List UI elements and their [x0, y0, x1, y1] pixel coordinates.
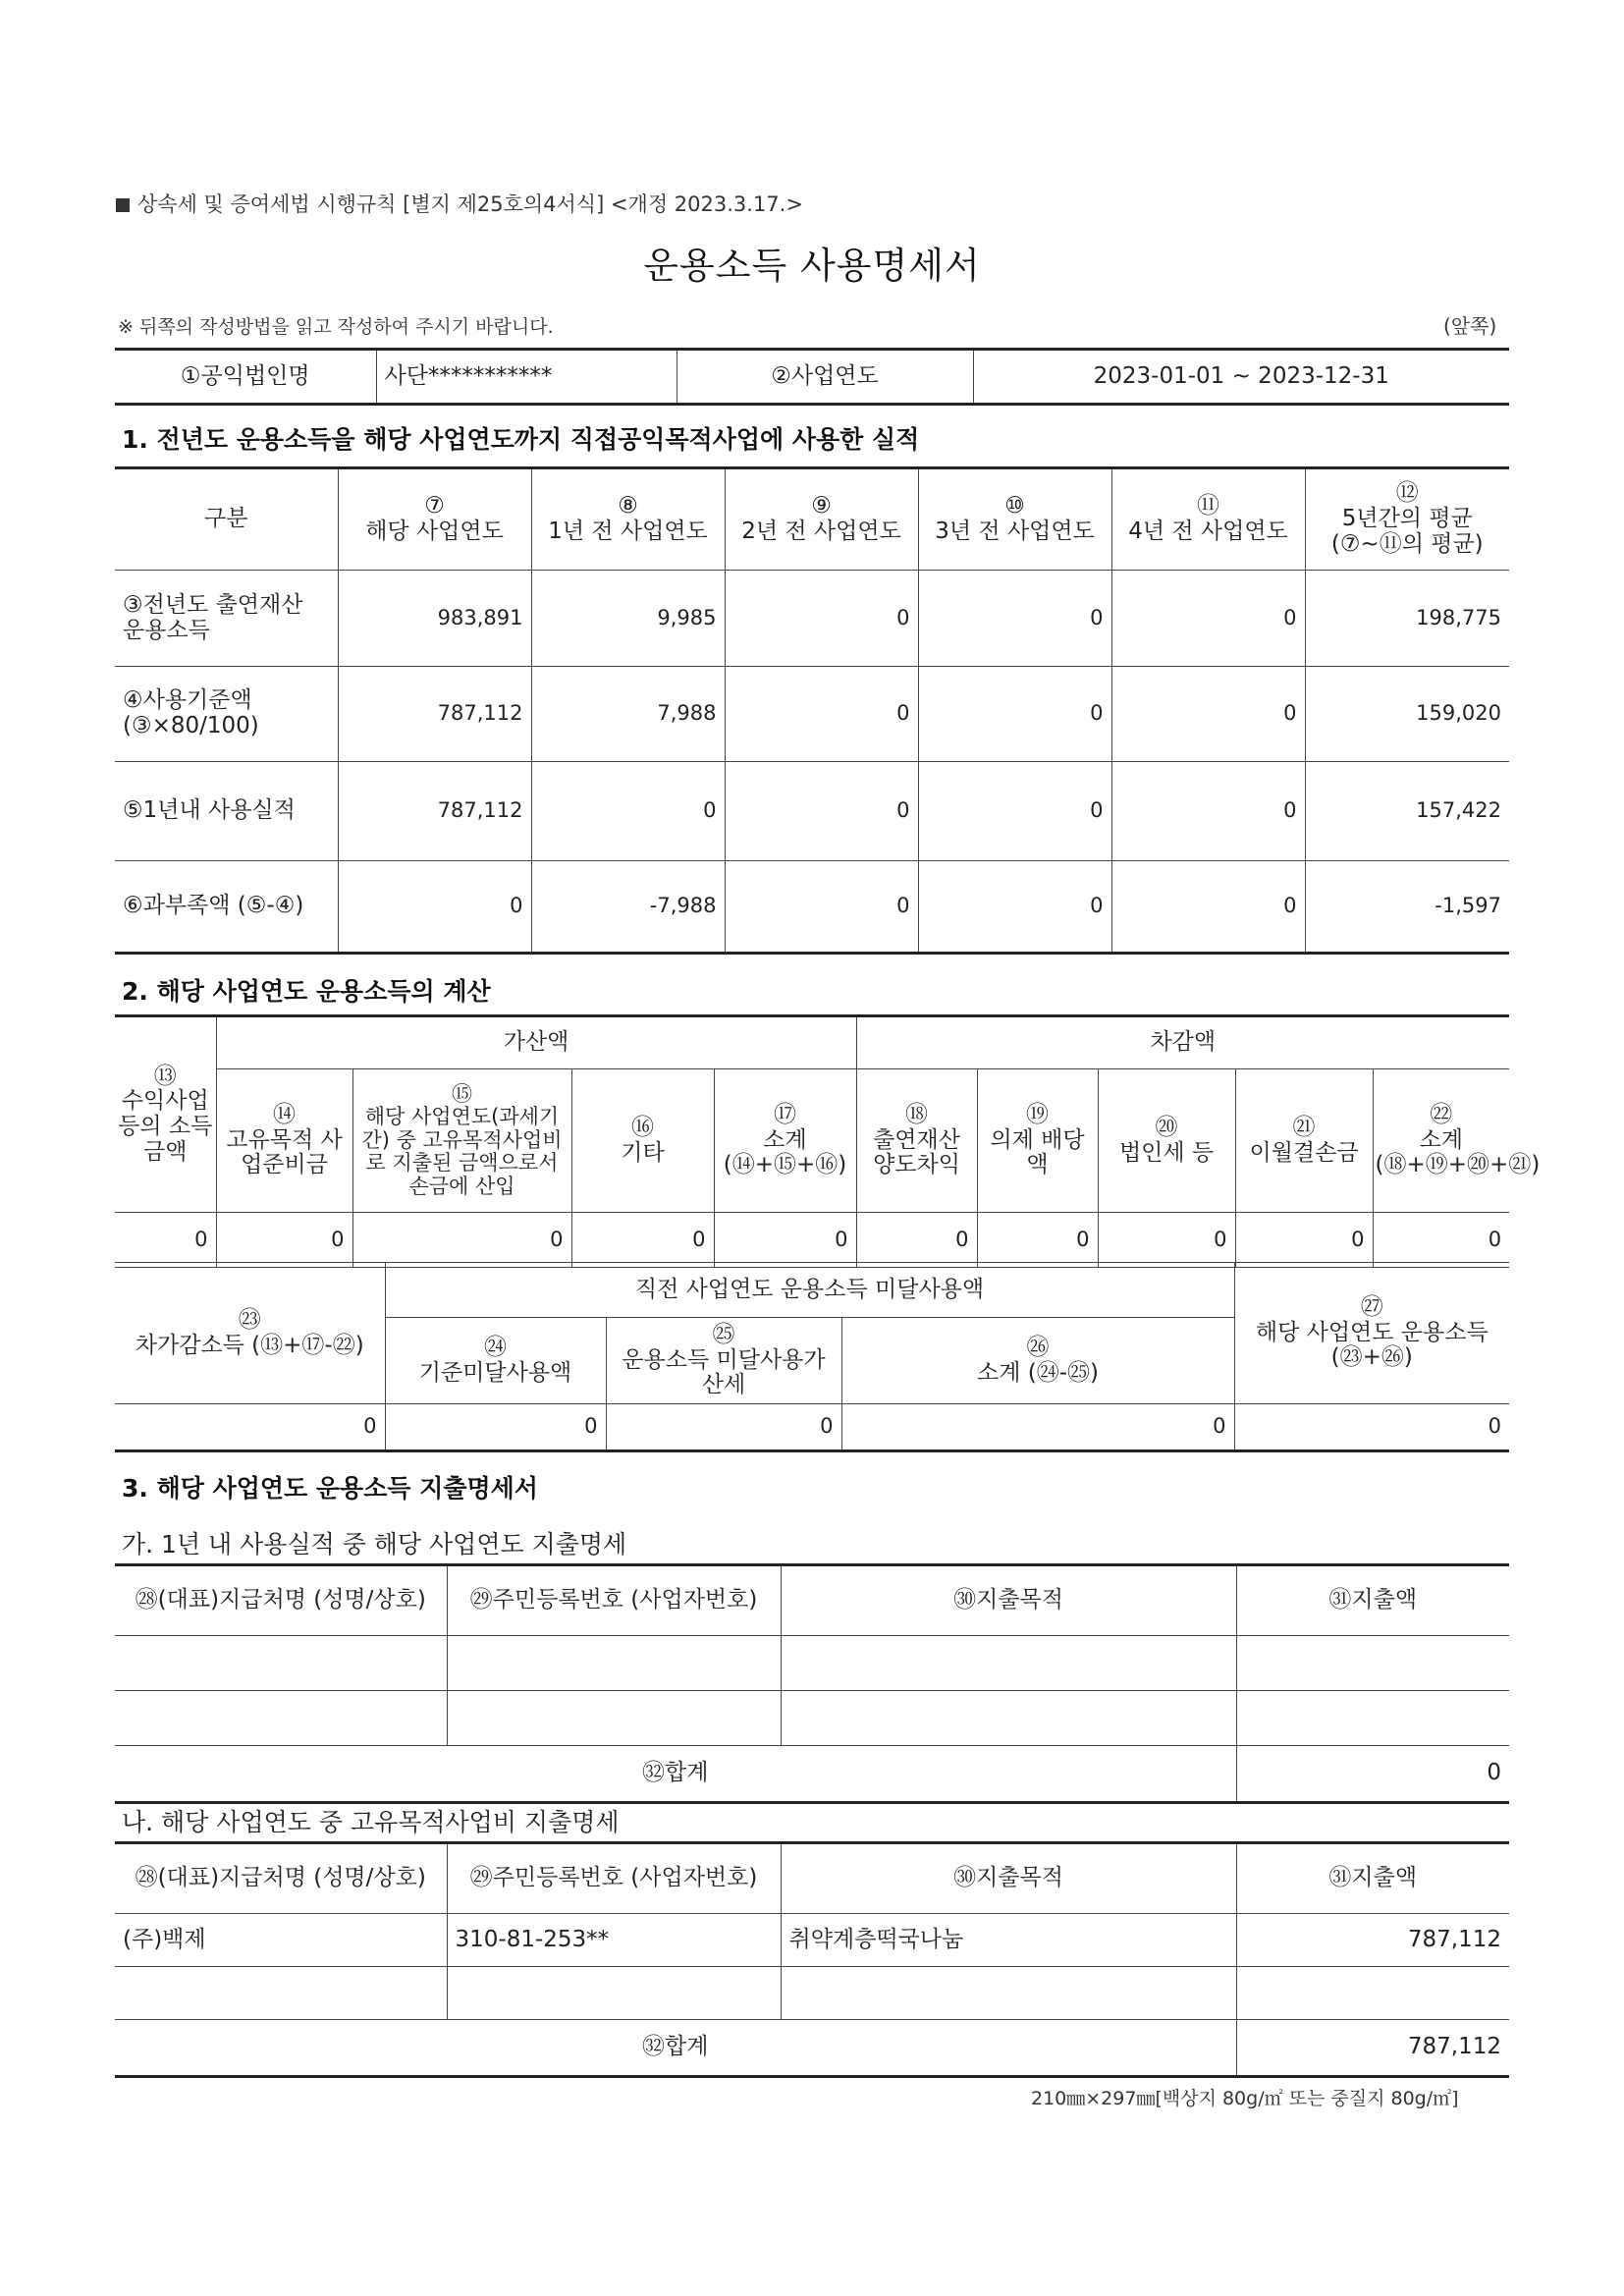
amount-header: ㉛지출액: [1236, 1565, 1509, 1636]
form-title: 운용소득 사용명세서: [643, 245, 981, 287]
section-3-title: 3. 해당 사업연도 운용소득 지출명세서: [122, 1474, 538, 1503]
cell[interactable]: 157,422: [1305, 762, 1509, 861]
cell[interactable]: 9,985: [531, 571, 725, 667]
table-row: [115, 571, 1509, 667]
cell[interactable]: 0: [571, 1213, 714, 1268]
cell[interactable]: 0: [1111, 762, 1305, 861]
col-header-24: ㉔ 기준미달사용액: [385, 1318, 606, 1404]
table-row: [115, 1967, 1509, 2020]
col-header-15: ⑮ 해당 사업연도(과세기간) 중 고유목적사업비로 지출된 금액으로서 손금에 산입: [352, 1069, 571, 1213]
cell[interactable]: 0: [1111, 861, 1305, 954]
cell[interactable]: 0: [725, 861, 918, 954]
cell[interactable]: 0: [385, 1404, 606, 1451]
col-header-14: ⑭ 고유목적 사업준비금: [216, 1069, 352, 1213]
cell[interactable]: 0: [856, 1213, 977, 1268]
cell[interactable]: 787,112: [338, 762, 531, 861]
total-amount[interactable]: 787,112: [1236, 2020, 1509, 2077]
total-amount[interactable]: 0: [1236, 1746, 1509, 1803]
col-header-26: ㉖ 소계 (㉔-㉕): [841, 1318, 1234, 1404]
total-label: ㉜합계: [115, 2020, 1236, 2077]
cell[interactable]: 0: [216, 1213, 352, 1268]
purpose-header: ㉚지출목적: [781, 1565, 1236, 1636]
table-row: [115, 762, 1509, 861]
cell[interactable]: 0: [918, 861, 1111, 954]
row-label-5: ⑤1년내 사용실적: [115, 762, 338, 861]
table-row: [115, 1914, 1509, 1967]
cell[interactable]: -7,988: [531, 861, 725, 954]
col-header-9: ⑨ 2년 전 사업연도: [725, 468, 918, 571]
reg-number-header: ㉙주민등록번호 (사업자번호): [447, 1565, 781, 1636]
section-3b-title: 나. 해당 사업연도 중 고유목적사업비 지출명세: [122, 1808, 620, 1836]
col-header-19: ⑲ 의제 배당액: [977, 1069, 1098, 1213]
cell[interactable]: -1,597: [1305, 861, 1509, 954]
cell[interactable]: 0: [714, 1213, 856, 1268]
cell[interactable]: 0: [1235, 1213, 1373, 1268]
reg-number-header: ㉙주민등록번호 (사업자번호): [447, 1843, 781, 1914]
table-row: [115, 1404, 1509, 1451]
cell[interactable]: 0: [918, 762, 1111, 861]
col-header-27: ㉗ 해당 사업연도 운용소득 (㉓+㉖): [1234, 1263, 1509, 1404]
section-2-table-a: [115, 1014, 1541, 1268]
section-1-title: 1. 전년도 운용소득을 해당 사업연도까지 직접공익목적사업에 사용한 실적: [122, 425, 920, 454]
table-row: [115, 1691, 1509, 1746]
cell[interactable]: 0: [1098, 1213, 1235, 1268]
amount-cell[interactable]: 787,112: [1236, 1914, 1509, 1967]
col-header-23: ㉓ 차가감소득 (⑬+⑰-㉒): [115, 1263, 385, 1404]
section-3a-table: [115, 1563, 1509, 1804]
purpose-header: ㉚지출목적: [781, 1843, 1236, 1914]
corp-name-value[interactable]: 사단***********: [376, 350, 677, 405]
cell[interactable]: 0: [918, 571, 1111, 667]
reg-number-cell[interactable]: 310-81-253**: [447, 1914, 781, 1967]
cell[interactable]: [781, 1691, 1236, 1746]
table-row: [115, 1213, 1509, 1268]
section-2-title: 2. 해당 사업연도 운용소득의 계산: [122, 977, 491, 1006]
cell[interactable]: [447, 1636, 781, 1691]
gasan-header: 가산액: [216, 1016, 856, 1069]
cell[interactable]: [1236, 1636, 1509, 1691]
table-row: [115, 667, 1509, 762]
cell[interactable]: 0: [115, 1213, 216, 1268]
col-header-16: ⑯ 기타: [571, 1069, 714, 1213]
row-label-3: ③전년도 출연재산 운용소득: [115, 571, 338, 667]
row-label-4: ④사용기준액 (③×80/100): [115, 667, 338, 762]
section-1-table: [115, 466, 1509, 955]
instruction-note: ※ 뒤쪽의 작성방법을 읽고 작성하여 주시기 바랍니다.: [118, 316, 554, 338]
col-header-13: ⑬ 수익사업 등의 소득금액: [115, 1016, 216, 1213]
cell[interactable]: 0: [918, 667, 1111, 762]
cell[interactable]: [1236, 1967, 1509, 2020]
payee-name-cell[interactable]: (주)백제: [115, 1914, 447, 1967]
cell[interactable]: [115, 1967, 447, 2020]
amount-header: ㉛지출액: [1236, 1843, 1509, 1914]
section-3b-table: [115, 1841, 1509, 2078]
col-header-18: ⑱ 출연재산 양도차익: [856, 1069, 977, 1213]
cell[interactable]: 0: [725, 762, 918, 861]
col-header-17: ⑰ 소계 (⑭+⑮+⑯): [714, 1069, 856, 1213]
cell[interactable]: 198,775: [1305, 571, 1509, 667]
cell[interactable]: 0: [1111, 571, 1305, 667]
cell[interactable]: 0: [1234, 1404, 1509, 1451]
col-header-12: ⑫ 5년간의 평균 (⑦~⑪의 평균): [1305, 468, 1509, 571]
col-header-22: ㉒ 소계 (⑱+⑲+⑳+㉑): [1373, 1069, 1509, 1213]
cell[interactable]: 0: [1111, 667, 1305, 762]
cell[interactable]: 0: [725, 667, 918, 762]
col-header-11: ⑪ 4년 전 사업연도: [1111, 468, 1305, 571]
cell[interactable]: [781, 1967, 1236, 2020]
cell[interactable]: 0: [725, 571, 918, 667]
square-bullet-icon: [116, 198, 130, 212]
law-reference: 상속세 및 증여세법 시행규칙 [별지 제25호의4서식] <개정 2023.3.17.>: [116, 189, 803, 218]
col-header-25: ㉕ 운용소득 미달사용가산세: [606, 1318, 841, 1404]
col-header-10: ⑩ 3년 전 사업연도: [918, 468, 1111, 571]
cell[interactable]: 0: [841, 1404, 1234, 1451]
total-label: ㉜합계: [115, 1746, 1236, 1803]
cell[interactable]: [781, 1636, 1236, 1691]
corp-name-label: ①공익법인명: [115, 350, 376, 405]
chagam-header: 차감액: [856, 1016, 1509, 1069]
page-side-label: (앞쪽): [1443, 314, 1497, 338]
cell[interactable]: 983,891: [338, 571, 531, 667]
col-header-20: ⑳ 법인세 등: [1098, 1069, 1235, 1213]
cell[interactable]: 0: [531, 762, 725, 861]
business-year-label: ②사업연도: [677, 350, 973, 405]
section-3a-title: 가. 1년 내 사용실적 중 해당 사업연도 지출명세: [122, 1530, 627, 1558]
business-year-value[interactable]: 2023-01-01 ~ 2023-12-31: [973, 350, 1509, 405]
cell[interactable]: [447, 1967, 781, 2020]
paper-spec-footer: 210㎜×297㎜[백상지 80g/㎡ 또는 중질지 80g/㎡]: [1031, 2088, 1459, 2109]
cell[interactable]: 0: [115, 1404, 385, 1451]
gubun-header: 구분: [115, 468, 338, 571]
table-row: [115, 861, 1509, 954]
col-header-7: ⑦ 해당 사업연도: [338, 468, 531, 571]
cell[interactable]: 0: [977, 1213, 1098, 1268]
payee-name-header: ㉘(대표)지급처명 (성명/상호): [115, 1843, 447, 1914]
cell[interactable]: 0: [606, 1404, 841, 1451]
table-row: [115, 1636, 1509, 1691]
payee-name-header: ㉘(대표)지급처명 (성명/상호): [115, 1565, 447, 1636]
cell[interactable]: [1236, 1691, 1509, 1746]
section-2-table-b: [115, 1262, 1509, 1452]
purpose-cell[interactable]: 취약계층떡국나눔: [781, 1914, 1236, 1967]
cell[interactable]: 0: [338, 861, 531, 954]
col-header-8: ⑧ 1년 전 사업연도: [531, 468, 725, 571]
cell[interactable]: 7,988: [531, 667, 725, 762]
info-table: [115, 348, 1509, 406]
cell[interactable]: 0: [1373, 1213, 1509, 1268]
cell[interactable]: [447, 1691, 781, 1746]
col-header-21: ㉑ 이월결손금: [1235, 1069, 1373, 1213]
cell[interactable]: 159,020: [1305, 667, 1509, 762]
prior-shortfall-header: 직전 사업연도 운용소득 미달사용액: [385, 1263, 1234, 1318]
cell[interactable]: [115, 1691, 447, 1746]
cell[interactable]: 787,112: [338, 667, 531, 762]
cell[interactable]: 0: [352, 1213, 571, 1268]
row-label-6: ⑥과부족액 (⑤-④): [115, 861, 338, 954]
cell[interactable]: [115, 1636, 447, 1691]
